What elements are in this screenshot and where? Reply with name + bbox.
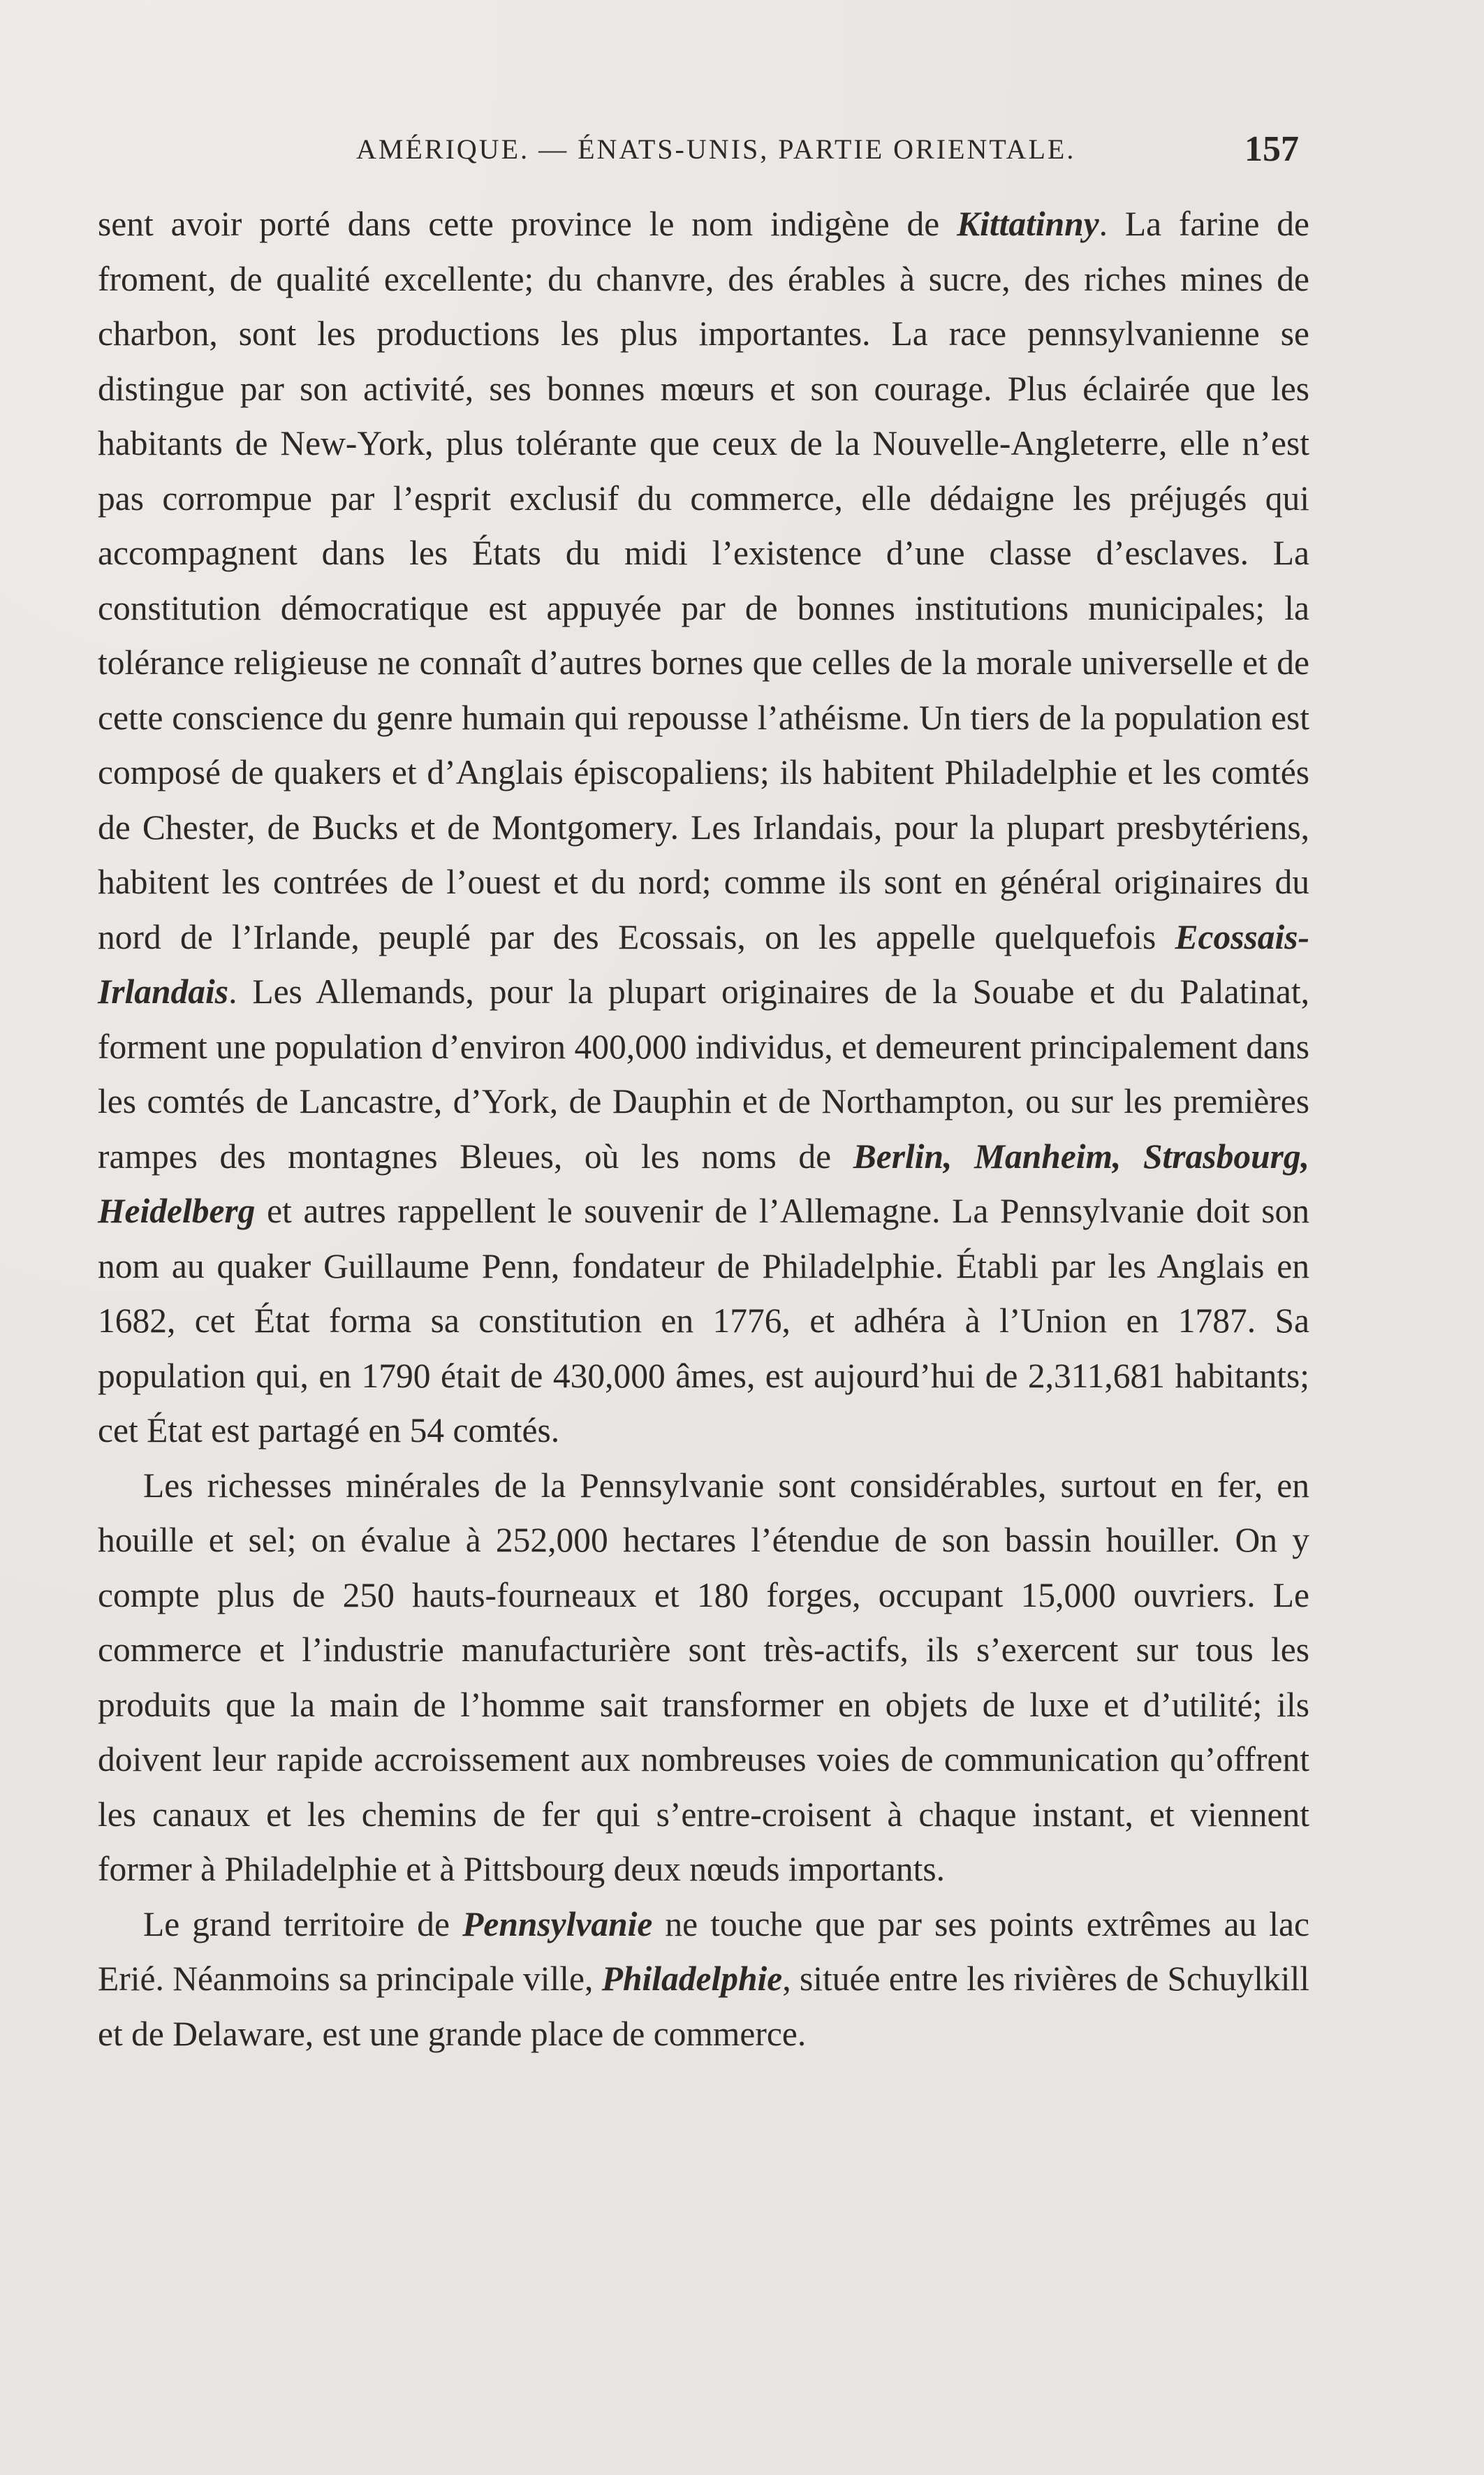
body-text <box>98 197 1309 2061</box>
text-run: et autres rappellent le souvenir de l’Allemagne. La Pennsylvanie doit son nom au quaker Guillaume Penn, fondateur de Philadelphie. Établi par les Anglais en 1682, cet État forma sa constitution en 1776, et adhéra à l’Union en 1787. Sa population qui, en 1790 était de 430,000 âmes, est aujourd’hui de 2,311,681 habitants; cet État est partagé en 54 comtés. <box>98 1192 1309 1450</box>
paragraph-3 <box>98 1897 1309 2062</box>
running-head: AMÉRIQUE. — ÉNATS-UNIS, PARTIE ORIENTALE. <box>356 133 1076 165</box>
text-run: Le grand territoire de <box>143 1904 463 1943</box>
text-run: . La farine de froment, de qualité excellente; du chanvre, des érables à sucre, des riches mines de charbon, sont les productions les plus importantes. La race pennsylvanienne se distingue par son activité, ses bonnes mœurs et son courage. Plus éclairée que les habitants de New-York, plus tolérante que ceux de la Nouvelle-Angleterre, elle n’est pas corrompue par l’esprit exclusif du commerce, elle dédaigne les préjugés qui accompagnent dans les États du midi l’existence d’une classe d’esclaves. La constitution démocratique est appuyée par de bonnes institutions municipales; la tolérance religieuse ne connaît d’autres bornes que celles de la morale universelle et de cette conscience du genre humain qui repousse l’athéisme. Un tiers de la population est composé de quakers et d’Anglais épiscopaliens; ils habitent Philadelphie et les comtés de Chester, de Bucks et de Montgomery. Les Irlandais, pour la plupart presbytériens, habitent les contrées de l’ouest et du nord; comme ils sont en général originaires du nord de l’Irlande, peuplé par des Ecossais, on les appelle quelquefois <box>98 205 1310 956</box>
text-run: . Les Allemands, pour la plupart originaires de la Souabe et du Palatinat, forment une population d’environ 400,000 individus, et demeurent principalement dans les comtés de Lancastre, d’York, de Dauphin et de Northampton, ou sur les premières rampes des montagnes Bleues, où les noms de <box>98 972 1309 1176</box>
text-run: Les richesses minérales de la Pennsylvanie sont considérables, surtout en fer, en houille et sel; on évalue à 252,000 hectares l’étendue de son bassin houiller. On y compte plus de 250 hauts-fourneaux et 180 forges, occupant 15,000 ouvriers. Le commerce et l’industrie manufacturière sont très-actifs, ils s’exercent sur tous les produits que la main de l’homme sait transformer en objets de luxe et d’utilité; ils doivent leur rapide accroissement aux nombreuses voies de communication qu’offrent les canaux et les chemins de fer qui s’entre-croisent à chaque instant, et viennent former à Philadelphie et à Pittsbourg deux nœuds importants. <box>98 1466 1309 1888</box>
italic-term: Pennsylvanie <box>462 1904 653 1943</box>
italic-term: Berlin, Manheim, Strasbourg, Heidelberg <box>98 1137 1309 1230</box>
page-number: 157 <box>1244 129 1299 169</box>
paragraph-2 <box>98 1459 1309 1897</box>
italic-term: Philadelphie <box>601 1959 783 1998</box>
text-run: sent avoir porté dans cette province le nom indigène de <box>98 205 957 243</box>
page-header <box>356 129 1299 182</box>
italic-term: Ecossais-Irlandais <box>98 917 1309 1011</box>
text-run: ne touche que par ses points extrêmes au lac Erié. Néanmoins sa principale ville, <box>98 1904 1309 1998</box>
text-run: , située entre les rivières de Schuylkill et de Delaware, est une grande place de commerce. <box>98 1959 1309 2053</box>
paragraph-1 <box>98 197 1309 1459</box>
italic-term: Kittatinny <box>957 205 1099 243</box>
